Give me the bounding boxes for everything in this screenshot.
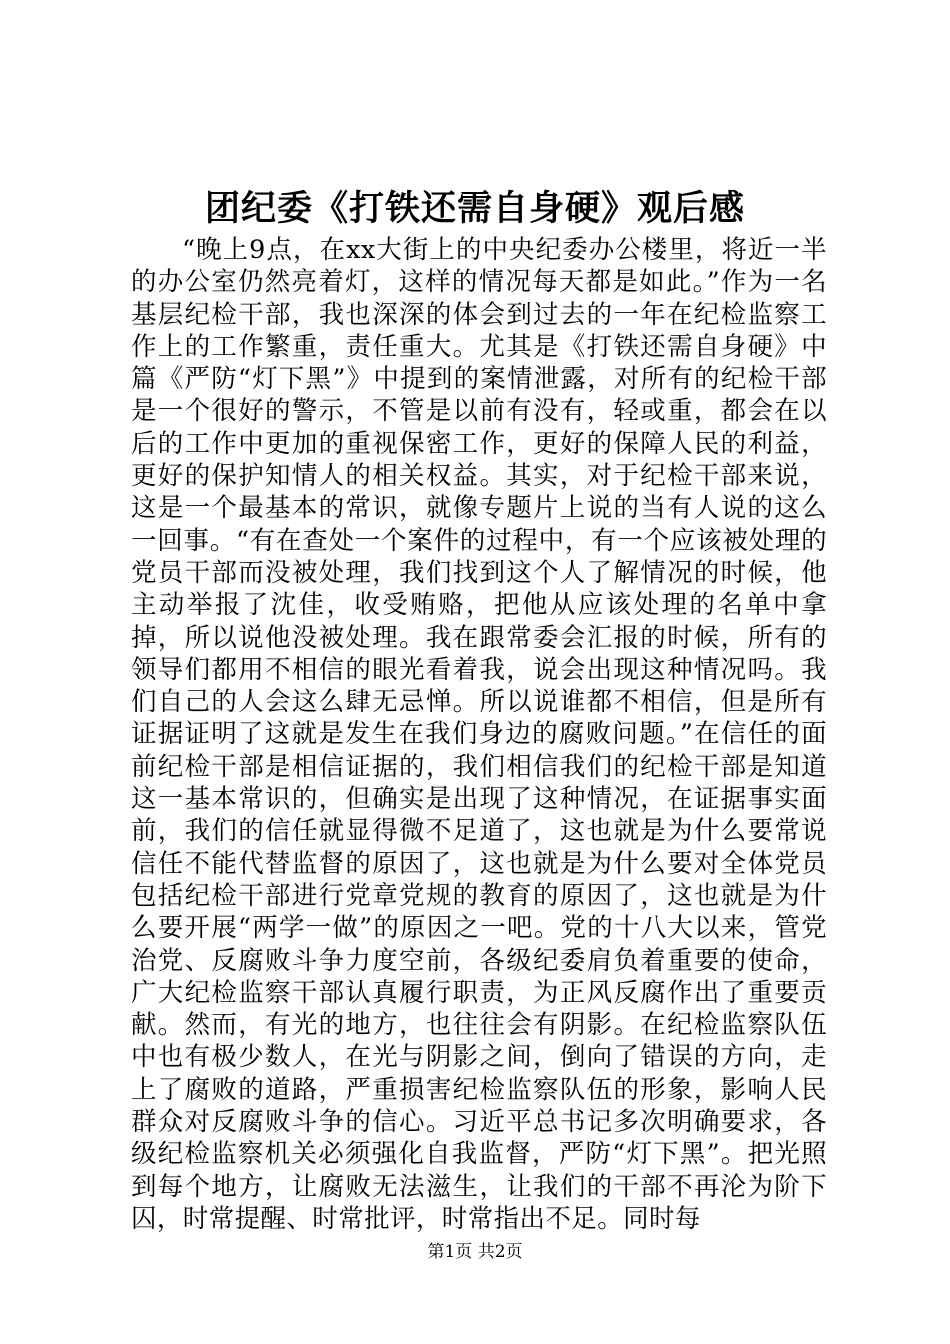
document-body-paragraph: “晚上9点，在xx大街上的中央纪委办公楼里，将近一半的办公室仍然亮着灯，这样的情况每天都是如此。”作为一名基层纪检干部，我也深深的体会到过去的一年在纪检监察工作上的工作繁重，责任重大。尤其是《打铁还需自身硬》中篇《严防“灯下黑”》中提到的案情泄露，对所有的纪检干部是一个很好的警示，不管是以前有没有，轻或重，都会在以后的工作中更加的重视保密工作，更好的保障人民的利益，更好的保护知情人的相关权益。其实，对于纪检干部来说，这是一个最基本的常识，就像专题片上说的当有人说的这么一回事。“有在查处一个案件的过程中，有一个应该被处理的党员干部而没被处理，我们找到这个人了解情况的时候，他主动举报了沈佳，收受贿赂，把他从应该处理的名单中拿掉，所以说他没被处理。我在跟常委会汇报的时候，所有的领导们都用不相信的眼光看着我，说会出现这种情况吗。我们自己的人会这么肆无忌惮。所以说谁都不相信，但是所有证据证明了这就是发生在我们身边的腐败问题。”在信任的面前纪检干部是相信证据的，我们相信我们的纪检干部是知道这一基本常识的，但确实是出现了这种情况，在证据事实面前，我们的信任就显得微不足道了，这也就是为什么要常说信任不能代替监督的原因了，这也就是为什么要对全体党员包括纪检干部进行党章党规的教育的原因了，这也就是为什么要开展“两学一做”的原因之一吧。党的十八大以来，管党治党、反腐败斗争力度空前，各级纪委肩负着重要的使命，广大纪检监察干部认真履行职责，为正风反腐作出了重要贡献。然而，有光的地方，也往往会有阴影。在纪检监察队伍中也有极少数人，在光与阴影之间，倒向了错误的方向，走上了腐败的道路，严重损害纪检监察队伍的形象，影响人民群众对反腐败斗争的信心。习近平总书记多次明确要求，各级纪检监察机关必须强化自我监督，严防“灯下黑”。把光照到每个地方，让腐败无法滋生，让我们的干部不再沦为阶下囚，时常提醒、时常批评，时常指出不足。同时每 — [131, 235, 827, 1234]
page-number-footer: 第1页 共2页 — [427, 1242, 523, 1262]
document-title: 团纪委《打铁还需自身硬》观后感 — [204, 188, 745, 229]
